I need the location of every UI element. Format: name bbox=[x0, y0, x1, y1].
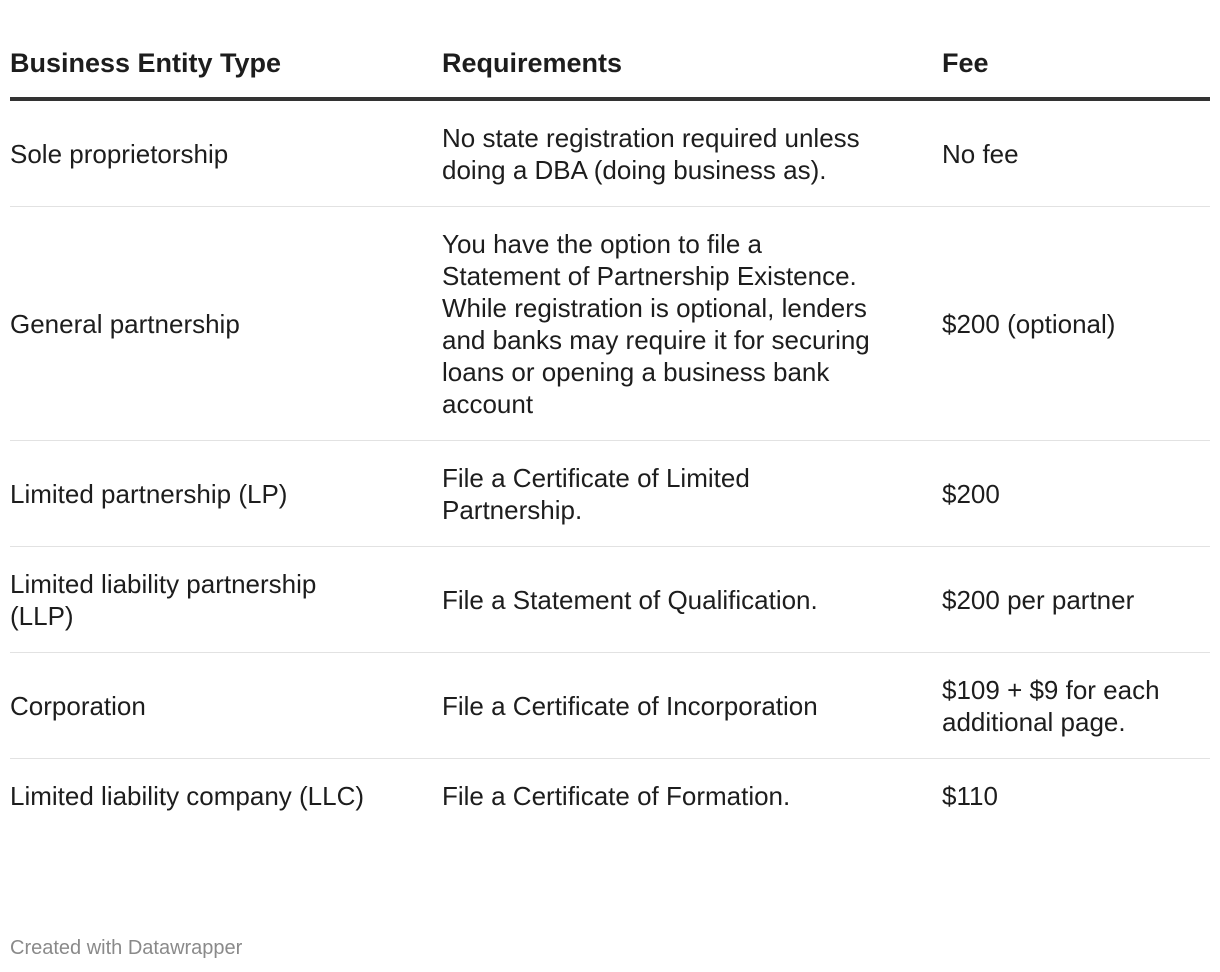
cell-requirements: You have the option to file a Statement of Partnership Existence. While registration is optional, lenders and banks may require it for securing loans or opening a business bank account bbox=[442, 207, 942, 441]
business-entity-table-container bbox=[10, 36, 1210, 832]
cell-requirements: File a Statement of Qualification. bbox=[442, 547, 942, 653]
table-row bbox=[10, 207, 1210, 441]
cell-requirements: File a Certificate of Incorporation bbox=[442, 653, 942, 759]
header-requirements[interactable]: Requirements bbox=[442, 36, 942, 99]
cell-fee: $109 + $9 for each additional page. bbox=[942, 653, 1210, 759]
cell-requirements: File a Certificate of Formation. bbox=[442, 781, 791, 811]
table-header bbox=[10, 36, 1210, 99]
cell-entity-type: Limited liability company (LLC) bbox=[10, 781, 365, 811]
table-body bbox=[10, 99, 1210, 832]
header-fee[interactable]: Fee bbox=[942, 36, 1210, 99]
cell-fee: $200 bbox=[942, 441, 1210, 547]
table-row bbox=[10, 99, 1210, 207]
cell-requirements: File a Certificate of Limited Partnership. bbox=[442, 441, 942, 547]
cell-entity-type: Corporation bbox=[10, 653, 442, 759]
header-entity-type[interactable]: Business Entity Type bbox=[10, 36, 442, 99]
table-row bbox=[10, 441, 1210, 547]
cell-entity-type: Sole proprietorship bbox=[10, 99, 442, 207]
cell-fee: $200 per partner bbox=[942, 547, 1210, 653]
cell-requirements: No state registration required unless doing a DBA (doing business as). bbox=[442, 99, 942, 207]
table-row bbox=[10, 653, 1210, 759]
cell-entity-type: Limited liability partnership (LLP) bbox=[10, 547, 442, 653]
header-row bbox=[10, 36, 1210, 99]
table-row bbox=[10, 547, 1210, 653]
cell-entity-type: General partnership bbox=[10, 207, 442, 441]
cell-fee: $200 (optional) bbox=[942, 207, 1210, 441]
datawrapper-credit[interactable]: Created with Datawrapper bbox=[10, 937, 243, 959]
cell-fee: No fee bbox=[942, 99, 1210, 207]
cell-entity-type: Limited partnership (LP) bbox=[10, 441, 442, 547]
cell-fee: $110 bbox=[942, 781, 998, 811]
table-row bbox=[10, 759, 1210, 833]
business-entity-table bbox=[10, 36, 1210, 832]
